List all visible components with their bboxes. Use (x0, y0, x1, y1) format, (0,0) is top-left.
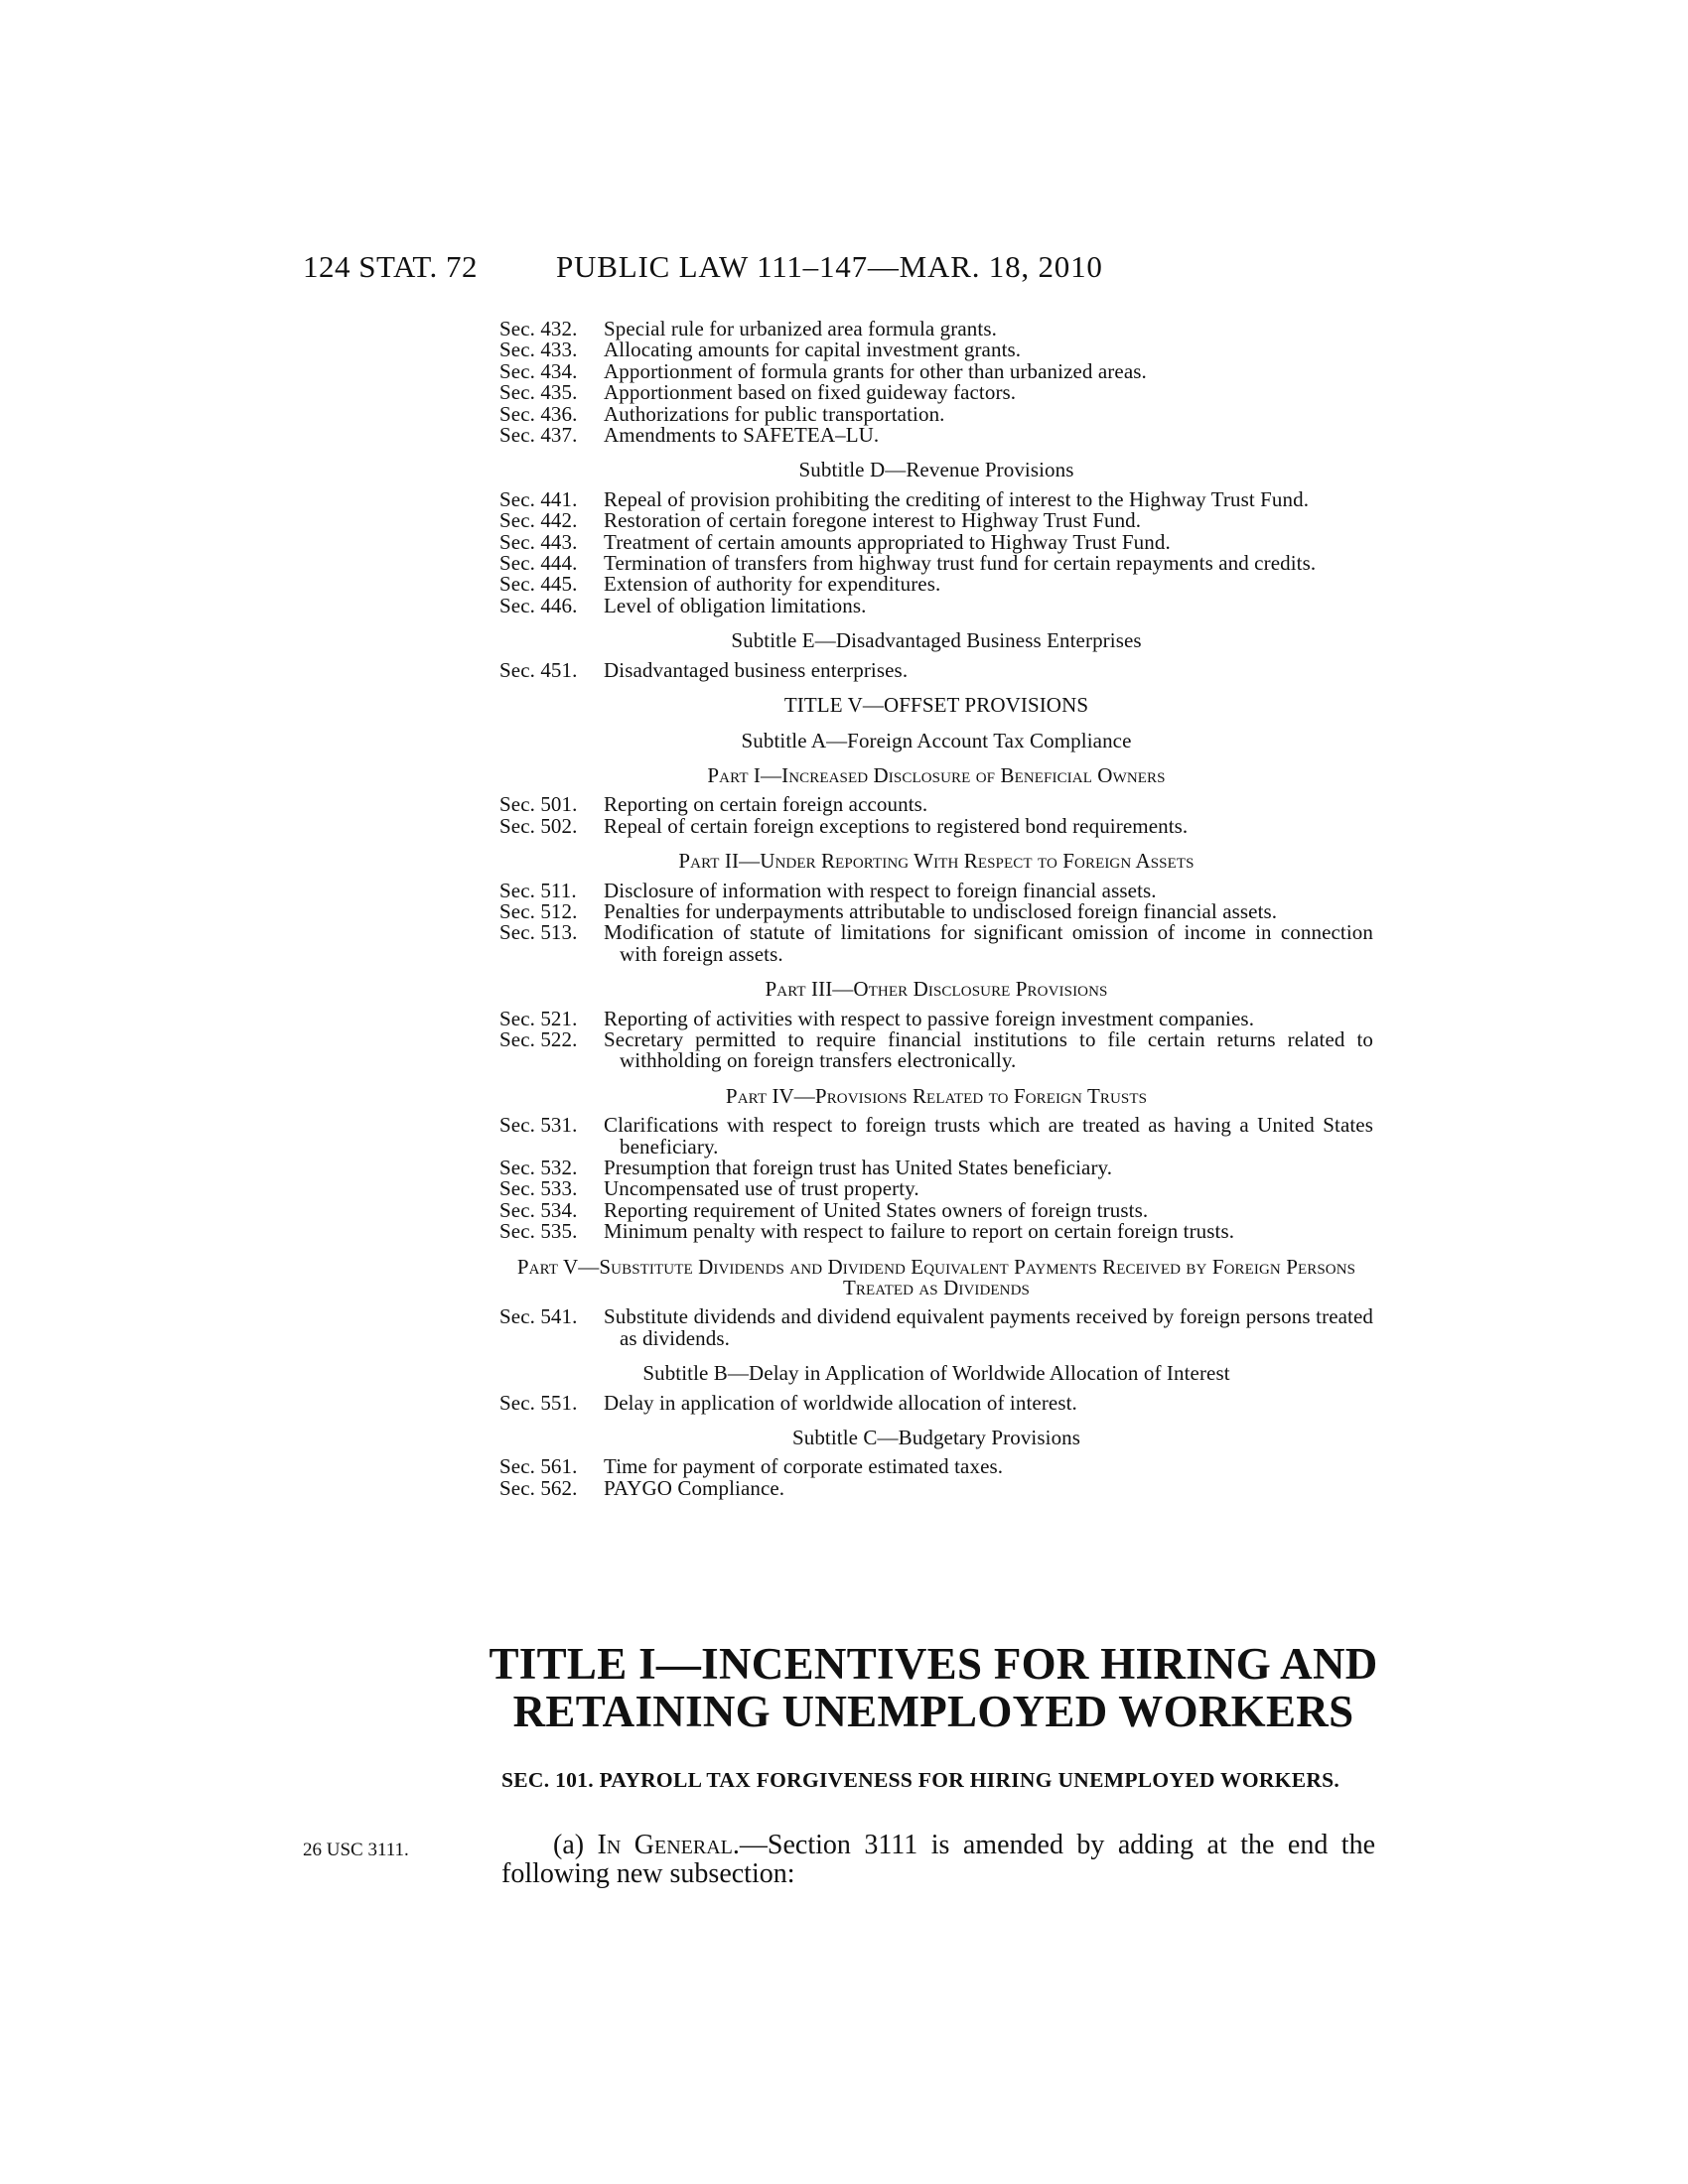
toc-section-title: Repeal of provision prohibiting the crediting of interest to the Highway Trust Fund. (604, 486, 1310, 511)
toc-section-title: Presumption that foreign trust has United States beneficiary. (604, 1156, 1113, 1179)
toc-subtitle-heading: Subtitle C—Budgetary Provisions (791, 1426, 1081, 1450)
toc-part-heading: Part IV—Provisions Related to Foreign Trusts (725, 1083, 1148, 1108)
toc-entry (499, 1475, 1373, 1500)
toc-entry (499, 593, 1373, 617)
toc-section-title: Penalties for underpayments attributable to undisclosed foreign financial assets. (604, 898, 1278, 923)
toc-entry (499, 794, 1373, 815)
toc-section-number: Sec. 521. (499, 1006, 578, 1030)
toc-section-number: Sec. 551. (499, 1390, 578, 1415)
toc-section-number: Sec. 541. (499, 1304, 578, 1329)
toc-section-title: Reporting on certain foreign accounts. (604, 792, 928, 817)
statute-page-number: 124 STAT. 72 (303, 249, 479, 284)
toc-section-number: Sec. 433. (499, 338, 578, 362)
toc-entry (499, 486, 1373, 511)
toc-entry (499, 1006, 1373, 1030)
toc-section-number: Sec. 511. (499, 878, 577, 902)
toc-entry (499, 340, 1373, 360)
toc-entry (499, 878, 1373, 902)
toc-entry (499, 1197, 1373, 1222)
toc-section-title: Authorizations for public transportation. (604, 401, 945, 426)
toc-section-title: Apportionment of formula grants for other than urbanized areas. (604, 358, 1147, 383)
toc-section-number: Sec. 436. (499, 401, 578, 426)
toc-section-title: Termination of transfers from highway trust fund for certain repayments and credits. (604, 551, 1317, 576)
toc-section-title: Apportionment based on fixed guideway factors. (604, 380, 1017, 405)
toc-section-title: Uncompensated use of trust property. (604, 1176, 919, 1201)
subsection-lead: (a) (553, 1830, 598, 1860)
toc-entry (499, 657, 1373, 682)
toc-section-title: Reporting of activities with respect to passive foreign investment companies. (604, 1006, 1255, 1030)
toc-section-title: Time for payment of corporate estimated taxes. (604, 1454, 1004, 1479)
toc-section-title: Disclosure of information with respect to foreign financial assets. (604, 878, 1157, 902)
toc-section-number: Sec. 501. (499, 792, 578, 817)
toc-entry (499, 510, 1373, 531)
toc-section-number: Sec. 442. (499, 508, 578, 533)
toc-part-heading: Part III—Other Disclosure Provisions (765, 977, 1108, 1002)
toc-subtitle-heading: Subtitle A—Foreign Account Tax Compliance (741, 728, 1132, 752)
toc-section-title: Minimum penalty with respect to failure to report on certain foreign trusts. (604, 1219, 1235, 1244)
toc-section-number: Sec. 561. (499, 1454, 578, 1479)
toc-section-number: Sec. 512. (499, 898, 578, 923)
toc-section-number: Sec. 533. (499, 1176, 578, 1201)
toc-entry (499, 574, 1373, 595)
toc-entry (499, 319, 1373, 340)
toc-entry (499, 1178, 1373, 1199)
toc-section-title: Level of obligation limitations. (604, 593, 867, 617)
toc-section-number: Sec. 451. (499, 657, 578, 682)
toc-entry (499, 922, 1373, 965)
page-header (0, 249, 1688, 289)
toc-section-number: Sec. 502. (499, 813, 578, 838)
toc-section-title: Reporting requirement of United States owners of foreign trusts. (604, 1197, 1149, 1222)
toc-section-number: Sec. 445. (499, 572, 578, 597)
toc-section-number: Sec. 441. (499, 486, 578, 511)
margin-citation: 26 USC 3111. (303, 1840, 409, 1860)
toc-part-heading: Part II—Under Reporting With Respect to Foreign Assets (678, 849, 1195, 874)
toc-entry (499, 358, 1373, 383)
toc-subtitle-heading: TITLE V—OFFSET PROVISIONS (783, 693, 1089, 718)
toc-entry (499, 401, 1373, 426)
toc-section-number: Sec. 435. (499, 380, 578, 405)
toc-entry (499, 813, 1373, 838)
toc-section-title: Amendments to SAFETEA–LU. (604, 423, 880, 448)
toc-section-title: Repeal of certain foreign exceptions to registered bond requirements. (604, 813, 1189, 838)
toc-subtitle-heading: Subtitle E—Disadvantaged Business Enterprises (731, 628, 1142, 653)
toc-section-title: Modification of statute of limitations for significant omission of income in connection with foreign assets. (604, 920, 1373, 966)
toc-entry (499, 1026, 1373, 1073)
toc-entry (499, 1115, 1373, 1158)
toc-entry (499, 898, 1373, 923)
toc-section-title: Allocating amounts for capital investment grants. (604, 338, 1022, 362)
toc-section-title: Substitute dividends and dividend equivalent payments received by foreign persons treated as dividends. (604, 1304, 1373, 1350)
subsection-caption: In General (597, 1830, 733, 1860)
toc-entry (499, 1221, 1373, 1242)
toc-section-number: Sec. 531. (499, 1113, 578, 1138)
toc-section-number: Sec. 446. (499, 593, 578, 617)
toc-entry (499, 529, 1373, 554)
toc-section-number: Sec. 522. (499, 1026, 578, 1051)
toc-part-heading: Part V—Substitute Dividends and Dividend Equivalent Payments Received by Foreign Persons Treated as Dividends (516, 1254, 1356, 1300)
toc-entry (499, 1456, 1373, 1477)
toc-section-number: Sec. 437. (499, 423, 578, 448)
toc-section-number: Sec. 562. (499, 1475, 578, 1500)
toc-section-title: Clarifications with respect to foreign trusts which are treated as having a United States beneficiary. (604, 1113, 1373, 1159)
toc-entry (499, 425, 1373, 446)
toc-section-title: Delay in application of worldwide allocation of interest. (604, 1390, 1077, 1415)
toc-section-title: PAYGO Compliance. (604, 1475, 785, 1500)
public-law-running-head: PUBLIC LAW 111–147—MAR. 18, 2010 (556, 249, 1103, 284)
toc-section-number: Sec. 534. (499, 1197, 578, 1222)
toc-section-number: Sec. 513. (499, 920, 578, 945)
body-paragraph (501, 1831, 1375, 1888)
title-heading: TITLE I—INCENTIVES FOR HIRING AND RETAINING UNEMPLOYED WORKERS (489, 1639, 1378, 1736)
toc-section-number: Sec. 532. (499, 1156, 578, 1179)
toc-section-title: Restoration of certain foregone interest to Highway Trust Fund. (604, 508, 1142, 533)
table-of-contents (499, 319, 1373, 1499)
toc-section-title: Special rule for urbanized area formula grants. (604, 317, 997, 341)
toc-section-number: Sec. 432. (499, 317, 578, 341)
toc-section-title: Disadvantaged business enterprises. (604, 657, 909, 682)
toc-part-heading: Part I—Increased Disclosure of Beneficial Owners (707, 762, 1166, 787)
toc-entry (499, 1158, 1373, 1178)
subsection-text: .—Section 3111 is amended by adding at the end the following new subsection: (501, 1830, 1375, 1889)
toc-section-number: Sec. 535. (499, 1219, 578, 1244)
toc-subtitle-heading: Subtitle D—Revenue Provisions (798, 458, 1074, 482)
toc-entry (499, 382, 1373, 403)
toc-section-number: Sec. 444. (499, 551, 578, 576)
toc-entry (499, 553, 1373, 574)
toc-subtitle-heading: Subtitle B—Delay in Application of Worldwide Allocation of Interest (642, 1361, 1230, 1386)
toc-section-number: Sec. 443. (499, 529, 578, 554)
toc-entry (499, 1390, 1373, 1415)
toc-section-title: Treatment of certain amounts appropriated to Highway Trust Fund. (604, 529, 1171, 554)
toc-section-title: Secretary permitted to require financial institutions to file certain returns related to withholding on foreign transfers electronically. (604, 1026, 1373, 1073)
toc-section-number: Sec. 434. (499, 358, 578, 383)
toc-section-title: Extension of authority for expenditures. (604, 572, 941, 597)
toc-entry (499, 1306, 1373, 1349)
section-heading: SEC. 101. PAYROLL TAX FORGIVENESS FOR HIRING UNEMPLOYED WORKERS. (501, 1768, 1340, 1792)
